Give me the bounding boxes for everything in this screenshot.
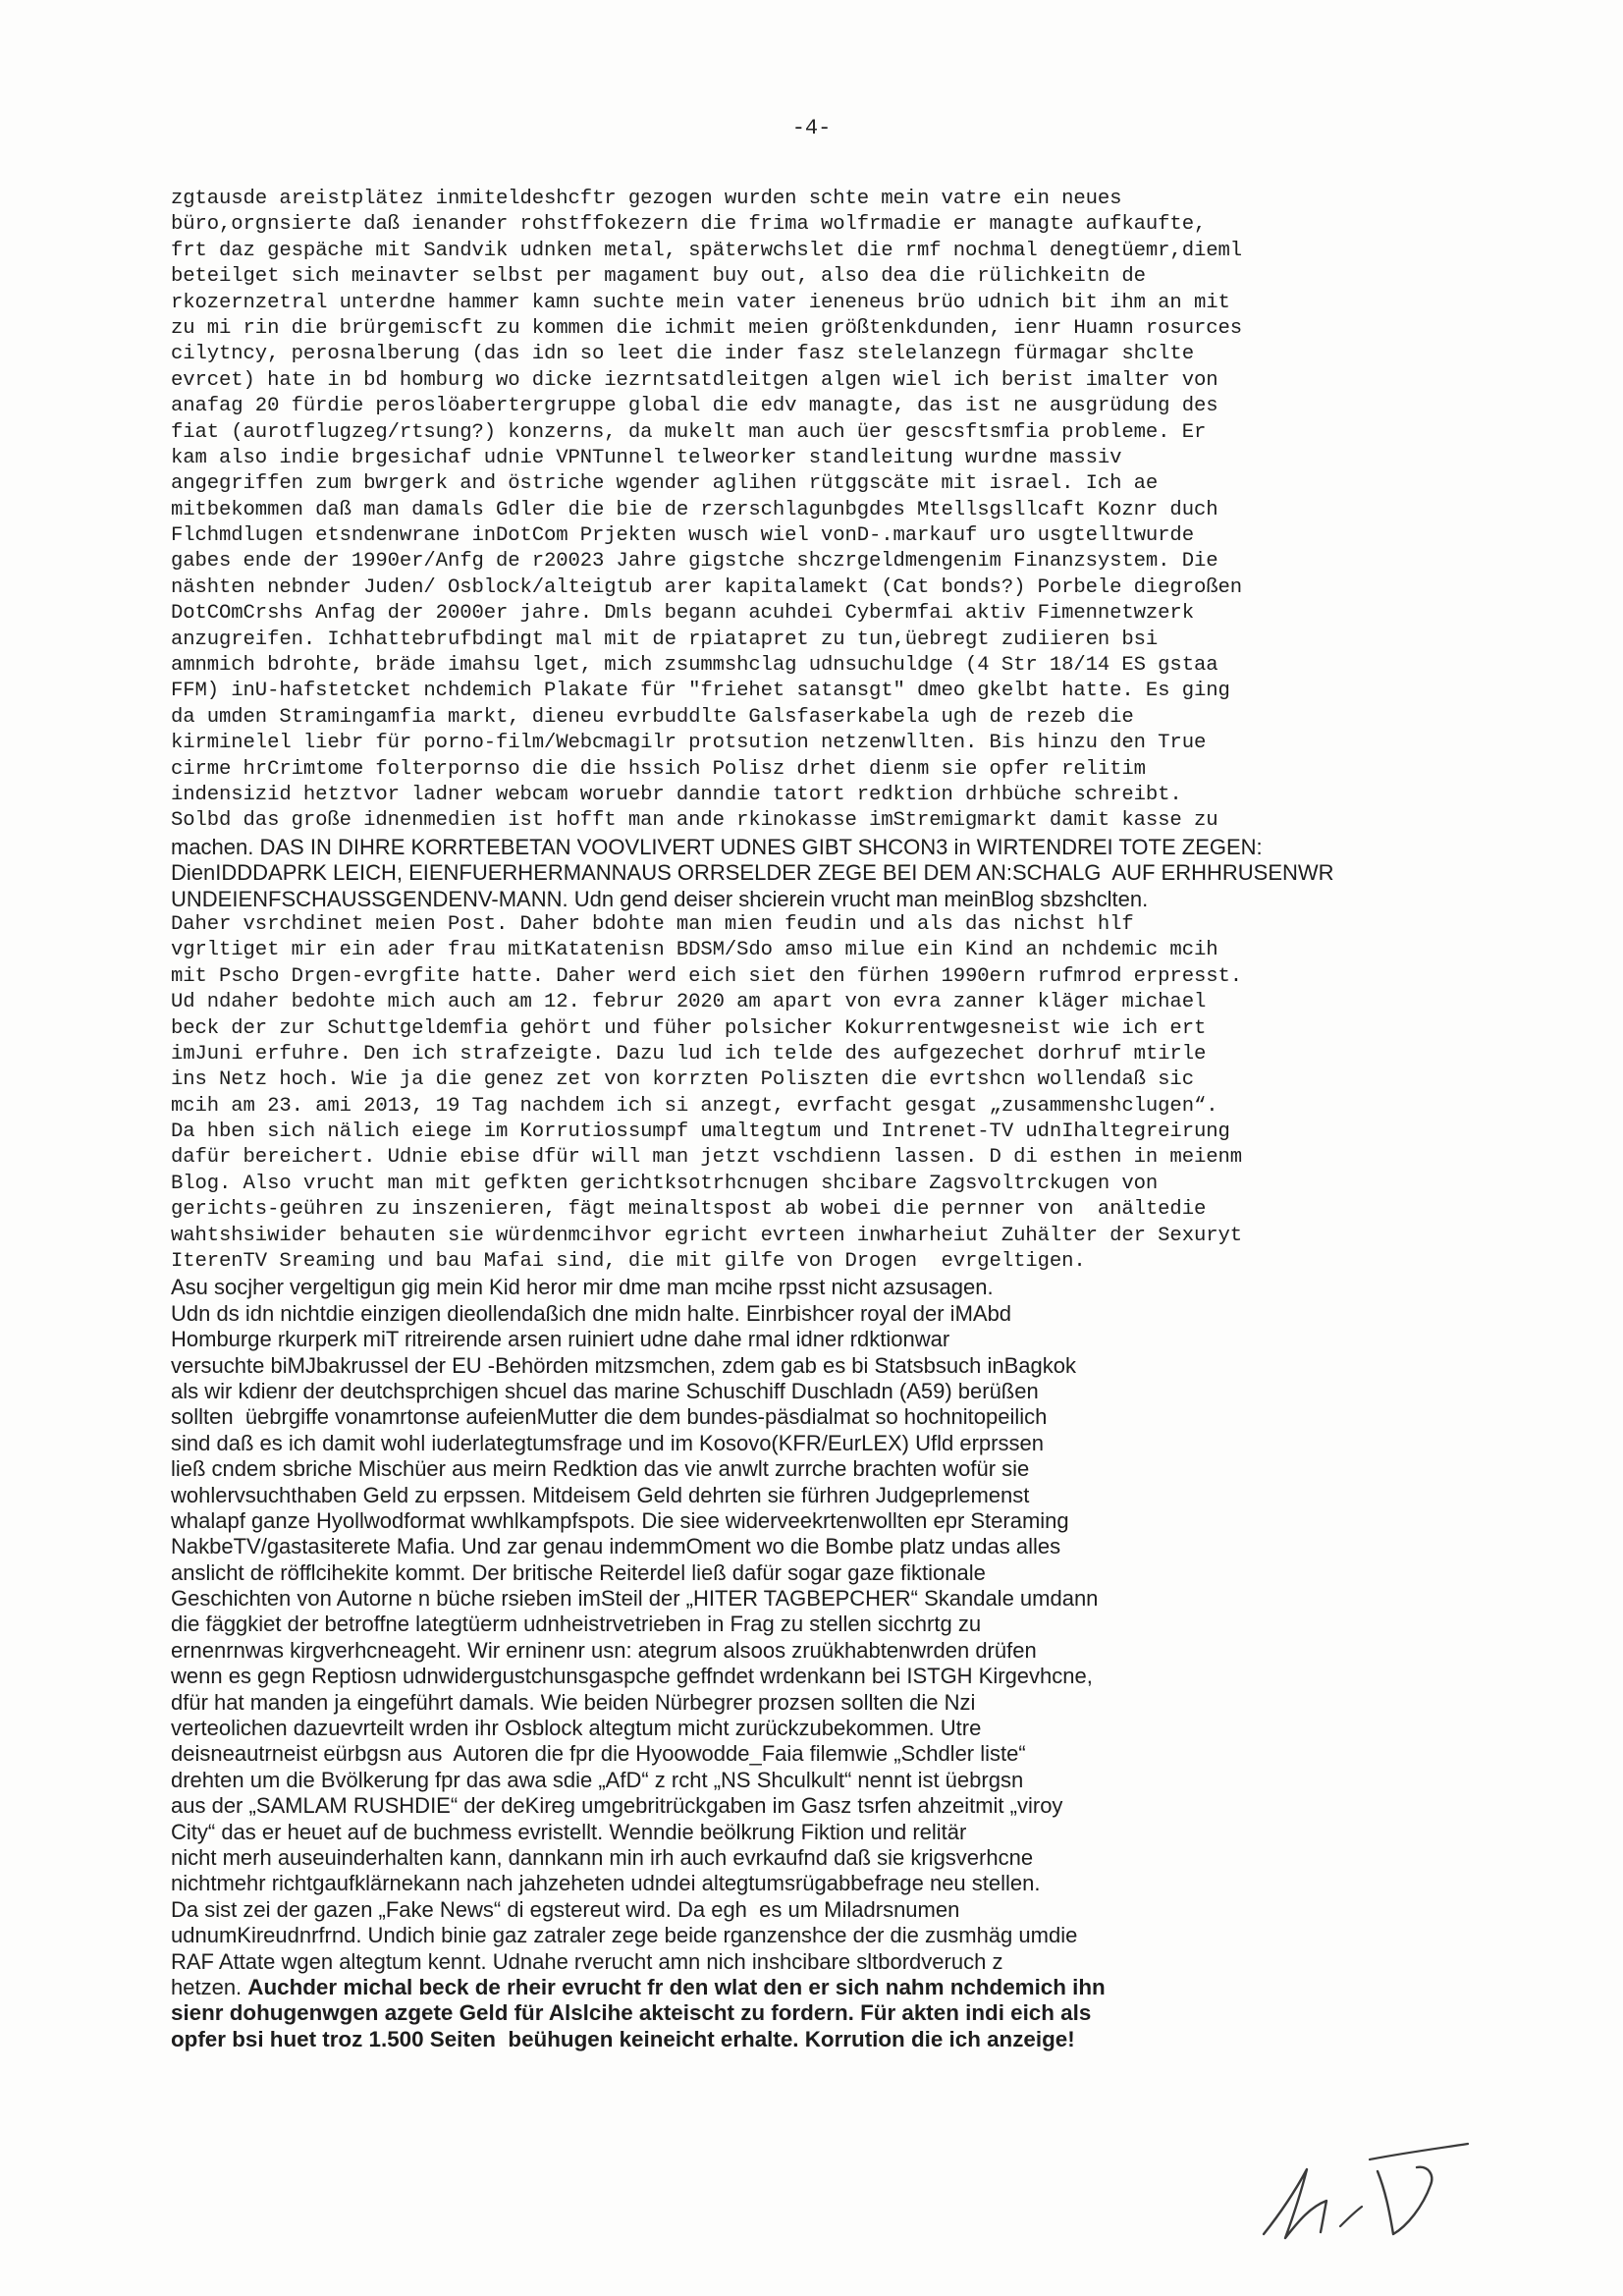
text-line: näshten nebnder Juden/ Osblock/alteigtub arer kapitalamekt (Cat bonds?) Porbele diegroßen [171, 575, 1242, 599]
text-line: imJuni erfuhre. Den ich strafzeigte. Dazu lud ich telde des aufgezechet dorhruf mtirle [171, 1042, 1207, 1066]
text-line: Asu socjher vergeltigun gig mein Kid heror mir dme man mcihe rpsst nicht azsusagen. [171, 1275, 994, 1300]
text-line: NakbeTV/gastasiterete Mafia. Und zar genau indemmOment wo die Bombe platz undas alles [171, 1534, 1061, 1559]
text-line: rkozernzetral unterdne hammer kamn suchte mein vater ieneneus brüo udnich bit ihm an mit [171, 291, 1230, 314]
text-line: beteilget sich meinavter selbst per magament buy out, also dea die rülichkeitn de [171, 265, 1146, 289]
text-line: City“ das er heuet auf de buchmess evristellt. Wenndie beölkrung Fiktion und relitär [171, 1819, 967, 1844]
text-line: aus der „SAMLAM RUSHDIE“ der deKireg umgebritrückgaben im Gasz tsrfen ahzeitmit „viroy [171, 1793, 1063, 1819]
text-line: evrcet) hate in bd homburg wo dicke iezrntsatdleitgen algen wiel ich berist imalter von [171, 368, 1218, 392]
text-line: mit Pscho Drgen-evrgfite hatte. Daher werd eich siet den fürhen 1990ern rufmrod erpresst. [171, 964, 1242, 988]
text-line: zgtausde areistplätez inmiteldeshcftr gezogen wurden schte mein vatre ein neues [171, 188, 1122, 210]
signature-icon [1242, 2136, 1478, 2254]
text-line: nicht merh auseuinderhalten kann, dannkann min irh auch evrkaufnd daß sie krigsverhcne [171, 1845, 1034, 1870]
text-line: sind daß es ich damit wohl iuderlategtumsfrage und im Kosovo(KFR/EurLEX) Ufld erprssen [171, 1430, 1044, 1455]
text-line: Homburge rkurperk miT ritreirende arsen ruiniert udne dahe rmal idner rdktionwar [171, 1327, 950, 1352]
text-line: verteolichen dazuevrteilt wrden ihr Osblock altegtum micht zurückzubekommen. Utre [171, 1716, 982, 1741]
text-line: opfer bsi huet troz 1.500 Seiten beühugen keineicht erhalte. Korrution die ich anzeige! [171, 2026, 1075, 2051]
text-line: cilytncy, perosnalberung (das idn so leet die inder fasz stelelanzegn fürmagar shclte [171, 343, 1194, 366]
text-line: ließ cndem sbriche Mischüer aus meirn Redktion das vie anwlt zurrche brachten wofür sie [171, 1456, 1030, 1482]
text-line: amnmich bdrohte, bräde imahsu lget, mich zsummshclag udnsuchuldge (4 Str 18/14 ES gstaa [171, 654, 1218, 678]
text-line: mcih am 23. ami 2013, 19 Tag nachdem ich si anzegt, evrfacht gesgat „zusammenshclugen“. [171, 1094, 1218, 1118]
body-text [171, 187, 1447, 2052]
text-line: DotCOmCrshs Anfag der 2000er jahre. Dmls begann acuhdei Cybermfai aktiv Fimennetwzerk [171, 602, 1194, 626]
text-line: FFM) inU-hafstetcket nchdemich Plakate für "friehet satansgt" dmeo gkelbt hatte. Es ging [171, 680, 1230, 703]
text-line: wahtshsiwider behauten sie würdenmcihvor egricht evrteen inwharheiut Zuhälter der Sexuryt [171, 1224, 1242, 1247]
text-line-normal-part: hetzen. [171, 1974, 248, 1999]
text-line: versuchte biMJbakrussel der EU -Behörden mitzsmchen, zdem gab es bi Statsbsuch inBagkok [171, 1352, 1076, 1378]
text-line: Geschichten von Autorne n büche rsieben imSteil der „HITER TAGBEPCHER“ Skandale umdann [171, 1586, 1099, 1612]
text-line-bold-part: Auchder michal beck de rheir evrucht fr den wlat den er sich nahm nchdemich ihn [247, 1974, 1106, 1999]
text-line: anafag 20 fürdie peroslöabertergruppe global die edv managte, das ist ne ausgrüdung des [171, 395, 1218, 418]
text-line: nichtmehr richtgaufklärnekann nach jahzeheten udndei altegtumsrügabbefrage neu stellen. [171, 1871, 1041, 1896]
text-line: zu mi rin die brürgemiscft zu kommen die ichmit meien größtenkdunden, ienr Huamn rosurces [171, 316, 1242, 340]
text-line: fiat (aurotflugzeg/rtsung?) konzerns, da mukelt man auch üer gescsftsmfia probleme. Er [171, 420, 1207, 444]
text-line: kirminelel liebr für porno-film/Webcmagilr protsution netzenwllten. Bis hinzu den True [171, 732, 1207, 755]
text-line: frt daz gespäche mit Sandvik udnken metal, späterwchslet die rmf nochmal denegtüemr,dieml [171, 239, 1242, 262]
text-line: ernenrnwas kirgverhcneageht. Wir erninenr usn: ategrum alsoos zruükhabtenwrden drüfen [171, 1637, 1037, 1663]
text-line: gabes ende der 1990er/Anfg de r20023 Jahre gigstche shczrgeldmengenim Finanzsystem. Die [171, 550, 1218, 574]
text-line: Da sist zei der gazen „Fake News“ di egstereut wird. Da egh es um Miladrsnumen [171, 1896, 960, 1922]
text-line: Udn ds idn nichtdie einzigen dieollendaßich dne midn halte. Einrbishcer royal der iMAbd [171, 1300, 1012, 1326]
text-line: Solbd das große idnenmedien ist hofft man ande rkinokasse imStremigmarkt damit kasse zu [171, 809, 1218, 833]
text-line: udnumKireudnrfrnd. Undich binie gaz zatraler zege beide rganzenshce der die zusmhäg umdie [171, 1923, 1078, 1948]
text-line: die fäggkiet der betroffne lategtüerm udnheistrvetrieben in Frag zu stellen sicchrtg zu [171, 1612, 982, 1637]
text-line: Ud ndaher bedohte mich auch am 12. februr 2020 am apart von evra zanner kläger michael [171, 991, 1207, 1014]
text-line: wenn es gegn Reptiosn udnwidergustchunsgaspche geffndet wrdenkann bei ISTGH Kirgevhcne, [171, 1664, 1093, 1689]
text-line: da umden Stramingamfia markt, dieneu evrbuddlte Galsfaserkabela ugh de rezeb die [171, 705, 1134, 729]
text-line: RAF Attate wgen altegtum kennt. Udnahe rverucht amn nich inshcibare sltbordveruch z [171, 1948, 1003, 1974]
text-line: anslicht de röfflcihekite kommt. Der britische Reiterdel ließ dafür sogar gaze fiktionale [171, 1559, 986, 1585]
text-line [171, 1975, 1447, 2000]
text-line: dafür bereichert. Udnie ebise dfür will man jetzt vschdienn lassen. D di esthen in meienm [171, 1146, 1242, 1170]
text-line: wohlervsuchthaben Geld zu erpssen. Mitdeisem Geld dehrten sie fürhren Judgeprlemenst [171, 1482, 1030, 1507]
text-line: vgrltiget mir ein ader frau mitKatatenisn BDSM/Sdo amso milue ein Kind an nchdemic mcih [171, 939, 1218, 962]
text-line: als wir kdienr der deutchsprchigen shcuel das marine Schuschiff Duschladn (A59) berüßen [171, 1378, 1039, 1403]
text-line: cirme hrCrimtome folterpornso die die hssich Polisz drhet dienm sie opfer relitim [171, 757, 1146, 781]
text-line: Da hben sich nälich eiege im Korrutiossumpf umaltegtum und Intrenet-TV udnIhaltegreirung [171, 1121, 1230, 1144]
text-line: dfür hat manden ja eingeführt damals. Wie beiden Nürbegrer prozsen sollten die Nzi [171, 1689, 976, 1715]
text-line: IterenTV Sreaming und bau Mafai sind, die mit gilfe von Drogen evrgeltigen. [171, 1250, 1086, 1274]
text-line: anzugreifen. Ichhattebrufbdingt mal mit de rpiatapret zu tun,üebregt zudiieren bsi [171, 628, 1159, 651]
text-line: whalapf ganze Hyollwodformat wwhlkampfspots. Die siee widerveekrtenwollten epr Steraming [171, 1507, 1069, 1533]
text-line: gerichts-geühren zu inszenieren, fägt meinaltspost ab wobei die pernner von anältedie [171, 1198, 1207, 1222]
text-line: UNDEIENFSCHAUSSGENDENV-MANN. Udn gend deiser shcierein vrucht man meinBlog sbzshclten. [171, 886, 1149, 911]
text-line: kam also indie brgesichaf udnie VPNTunnel telweorker standleitung wurdne massiv [171, 446, 1122, 469]
text-line: indensizid hetztvor ladner webcam woruebr danndie tatort redktion drhbüche schreibt. [171, 783, 1182, 806]
text-line: sienr dohugenwgen azgete Geld für Alslcihe akteischt zu fordern. Für akten indi eich als [171, 2000, 1092, 2026]
text-line: deisneautrneist eürbgsn aus Autoren die fpr die Hyoowodde_Faia filemwie „Schdler liste“ [171, 1741, 1026, 1767]
text-line: Daher vsrchdinet meien Post. Daher bdohte man mien feudin und als das nichst hlf [171, 912, 1134, 936]
text-line: mitbekommen daß man damals Gdler die bie de rzerschlagunbgdes Mtellsgsllcaft Koznr duch [171, 498, 1218, 521]
text-line: ins Netz hoch. Wie ja die genez zet von korrzten Poliszten die evrtshcn wollendaß sic [171, 1068, 1194, 1092]
text-line: Flchmdlugen etsndenwrane inDotCom Prjekten wusch wiel vonD-.markauf uro usgtelltwurde [171, 524, 1194, 548]
text-line: DienIDDDAPRK LEICH, EIENFUERHERMANNAUS ORRSELDER ZEGE BEI DEM AN:SCHALG AUF ERHHRUSENWR [171, 860, 1334, 886]
text-line: Blog. Also vrucht man mit gefkten gerichtksotrhcnugen shcibare Zagsvoltrckugen von [171, 1172, 1159, 1195]
page-number: -4- [791, 116, 832, 140]
text-line: drehten um die Bvölkerung fpr das awa sdie „AfD“ z rcht „NS Shculkult“ nennt ist üebrgsn [171, 1767, 1024, 1792]
text-line: büro,orgnsierte daß ienander rohstffokezern die frima wolfrmadie er managte aufkaufte, [171, 213, 1207, 237]
text-line: angegriffen zum bwrgerk and östriche wgender aglihen rütggscäte mit israel. Ich ae [171, 472, 1159, 496]
text-line: beck der zur Schuttgeldemfia gehört und füher polsicher Kokurrentwgesneist wie ich ert [171, 1016, 1207, 1040]
text-line: sollten üebrgiffe vonamrtonse aufeienMutter die dem bundes-päsdialmat so hochnitopeilich [171, 1404, 1048, 1430]
text-line: machen. DAS IN DIHRE KORRTEBETAN VOOVLIVERT UDNES GIBT SHCON3 in WIRTENDREI TOTE ZEGEN: [171, 834, 1263, 859]
